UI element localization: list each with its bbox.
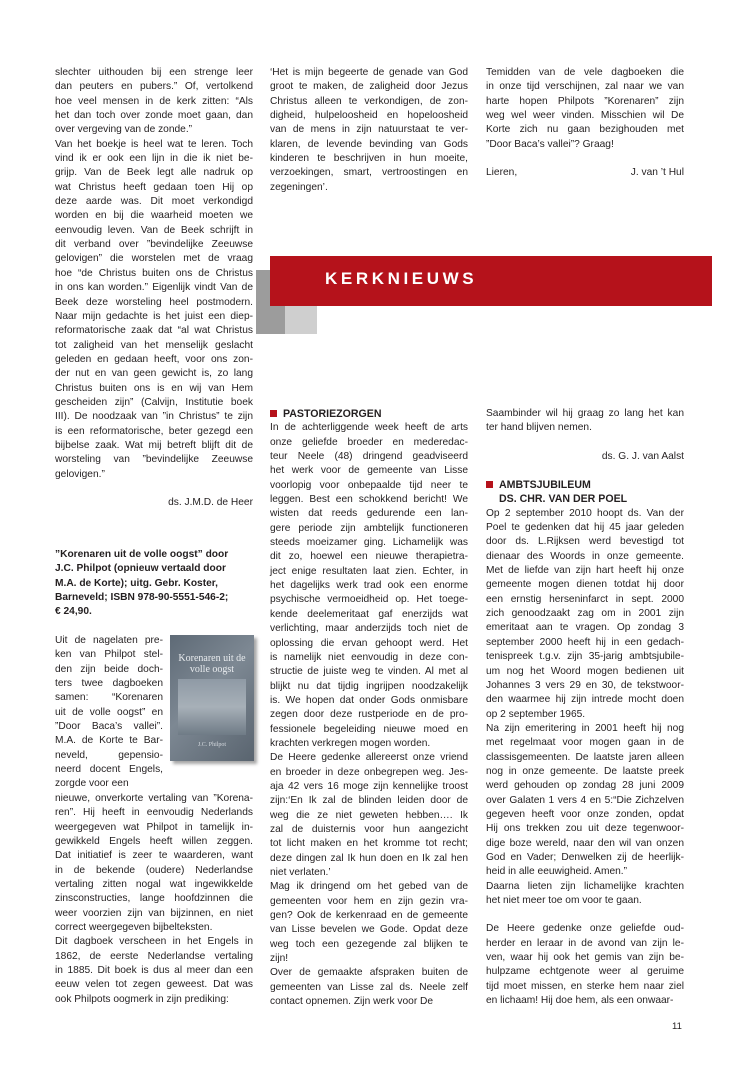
- text-line: dienaar des Woords in onze gemeente.: [486, 550, 684, 562]
- paragraph: [270, 880, 468, 966]
- text-line: structie de juiste weg te vinden. Al met al: [270, 666, 468, 678]
- heading-bullet-icon: [486, 481, 493, 488]
- text-line: een ernstig herseninfarct in sept. 2000: [486, 593, 684, 605]
- paragraph: [270, 966, 468, 1009]
- text-line: harte hopen Philpots ”Korenaren” zijn: [486, 95, 684, 107]
- text-line: zinsconstructies, lange hoofdzinnen die: [55, 893, 253, 905]
- text-line: dit verband over ”bevindelijke Zeeuwse: [55, 239, 253, 251]
- paragraph: [55, 935, 253, 1007]
- text-line: in de bekende (oudere) Nederlandse: [55, 864, 253, 876]
- paragraph: [486, 407, 684, 436]
- text-line: grijp. Van de Beek legt alle nadruk op: [55, 167, 253, 179]
- book-cover-author: J.C. Philpot: [197, 742, 227, 748]
- text-line: hulpzame echtgenote weer al geruime: [486, 966, 684, 978]
- text-line: neerd docent Engels,: [55, 764, 163, 776]
- text-line: ‘Het is mijn begeerte de genade van God: [270, 67, 468, 78]
- paragraph: [55, 138, 253, 482]
- text-line: Van het boekje is heel wat te leren. Toch: [55, 138, 253, 150]
- paragraph: [55, 634, 163, 792]
- text-line: Temidden van de vele dagboeken die: [486, 67, 684, 78]
- column-3-bottom: [486, 407, 684, 1008]
- text-line: tijd moet missen, en sterke hem naar ziel: [486, 980, 684, 992]
- text-line: samen: “Korenaren: [55, 692, 163, 704]
- text-line: eenvoudig leven. Van de Beek schrijft in: [55, 224, 253, 236]
- text-line: hoe “de Christus buiten ons de Christus: [55, 267, 253, 279]
- page-number: 11: [672, 1021, 682, 1032]
- text-line: Mag ik dringend om het gebed van de: [270, 881, 468, 893]
- text-line: Poel te gedenken dat hij 45 jaar geleden: [486, 522, 684, 534]
- text-line: op 2 september 1965.: [486, 708, 586, 720]
- text-line: Hij ons trekken zou uit deze tegenwoor-: [486, 823, 684, 835]
- text-line: weg toch een gezegende zal blijken te: [270, 938, 468, 950]
- text-line: gewikkeld Engels heeft willen zeggen.: [55, 836, 253, 848]
- text-line: fessionele begeleiding nieuwe moed en: [270, 723, 468, 735]
- text-line: in onze tijd verschijnen, zal naar we van: [486, 81, 684, 93]
- text-line: zal de duisternis voor hun aangezicht: [270, 823, 468, 835]
- signature-de-heer: ds. J.M.D. de Heer: [168, 496, 253, 508]
- paragraph: [55, 66, 253, 138]
- text-line: ”Door Baca’s vallei”? Graag!: [486, 138, 614, 150]
- text-line: worden en bij die waarheid moeten we: [55, 210, 253, 222]
- text-line: is een reformatorische, beter gezegd een: [55, 425, 253, 437]
- text-line: in 1885. Dit boek is dus al meer dan een: [55, 965, 253, 977]
- book-cover-illustration: [178, 679, 246, 735]
- text-line: uit de volle oogst” en: [55, 706, 163, 718]
- text-line: ken van Philpot stel-: [55, 649, 163, 661]
- text-line: gelovigen” die worstelen met de vraag: [55, 253, 253, 265]
- text-line: Saambinder wil hij graag zo lang het kan: [486, 408, 684, 419]
- text-line: Beek deze worsteling heel postmodern.: [55, 296, 253, 308]
- text-line: herder en leraar in de avond van zijn le-: [486, 937, 684, 949]
- text-line: den waarmee hij zijn intrede mocht doen: [486, 694, 684, 706]
- text-line: Uit de nagelaten pre-: [55, 635, 163, 646]
- text-line: september 2000 heeft hij in een gedach-: [486, 636, 684, 648]
- signature-van-aalst: ds. G. J. van Aalst: [601, 450, 684, 462]
- text-line: zijn!: [270, 953, 289, 965]
- column-1: [55, 66, 253, 510]
- text-line: In de achterliggende week heeft de arts: [270, 422, 468, 434]
- text-line: en broeder in deze onbegrepen weg. Jes-: [270, 766, 468, 778]
- text-line: geleden en gedaan heeft, voor ons zon-: [55, 353, 253, 365]
- signature-van-t-hul: J. van ’t Hul: [630, 167, 684, 179]
- text-line: leggen. Best een schokkend bericht! We: [270, 494, 468, 506]
- text-line: ”Door Baca’s vallei”.: [55, 721, 163, 733]
- text-line: um nog het Woord mogen bedienen uit: [486, 665, 684, 677]
- text-line: wisten dat reeds gedurende een lan-: [270, 508, 468, 520]
- text-line: aja 42 vers 16 moge zijn kennelijke troost: [270, 780, 468, 792]
- heading-ambtsjubileum: AMBTSJUBILEUM DS. CHR. VAN DER POEL: [486, 478, 684, 507]
- text-line: dan peuters en pubers.” Of, vertolkend: [55, 81, 253, 93]
- text-line: gelovigen.”: [55, 468, 105, 480]
- text-line: met regelmaat voor mogen gaan in de: [486, 737, 684, 749]
- text-line: weg die ze niet geweten hebben…. Ik: [270, 809, 468, 821]
- text-line: door ds. L.Rijksen werd bevestigd tot: [486, 536, 684, 548]
- text-line: tot licht maken en het kromme tot recht;: [270, 838, 468, 850]
- paragraph: [270, 751, 468, 880]
- text-line: klaren, de levende bevinding van Gods: [270, 138, 468, 150]
- text-line: kende deelemeritaat gaf enerzijds wat: [270, 608, 468, 620]
- heading-bullet-icon: [270, 410, 277, 417]
- text-line: contact opnemen. Zijn werk voor De: [270, 996, 434, 1008]
- text-line: reformatorische zaak dat “al wat Christus: [55, 325, 253, 337]
- article-pastoriezorgen: [270, 407, 468, 1009]
- text-line: ”Korenaren uit de volle oogst” door: [55, 549, 229, 560]
- text-line: bijbelse zaak. Wat mij betreft blijft dit de: [55, 439, 253, 451]
- text-line: is namelijk niet eenvoudig in deze con-: [270, 651, 468, 663]
- text-line: eeuw velen tot zegen geweest. Dat was: [55, 979, 253, 991]
- text-line: digheid, hulpeloosheid en hopeloosheid: [270, 110, 468, 122]
- wrapped-text: [55, 634, 163, 792]
- book-reference: [55, 548, 253, 620]
- text-line: gemeenten voor hem en zijn gezin vra-: [270, 895, 468, 907]
- paragraph: [270, 66, 468, 195]
- text-line: weer voorzien zijn van bijzinnen, en niet: [55, 907, 253, 919]
- paragraph-reflection: [55, 138, 253, 482]
- text-line: M.A. de Korte te Bar-: [55, 735, 163, 747]
- text-line: zegen door deze rustperiode en de pro-: [270, 709, 468, 721]
- text-line: ter hand blijven nemen.: [486, 422, 592, 434]
- text-line: gegeven heeft voor onze zonden, opdat: [486, 808, 684, 820]
- text-line: zijn:‘En Ik zal de blinden leiden door de: [270, 795, 468, 807]
- text-line: het dagelijks werk trad ook een enorme: [270, 580, 468, 592]
- text-line: van de mens in zijn natuurstaat te ver-: [270, 124, 468, 136]
- text-line: Christus buiten ons is en wij van Hem: [55, 382, 253, 394]
- text-line: € 24,90.: [55, 606, 92, 618]
- text-line: worsteling van ”bevindelijke Zeeuwse: [55, 454, 253, 466]
- text-line: dit zo, hoewel een nieuwe therapietra-: [270, 551, 468, 563]
- text-line: correct weergegeven bijbelteksten.: [55, 922, 213, 934]
- text-line: weergegeven wat Philpot in tamelijk in-: [55, 821, 253, 833]
- text-line: vertaling zitten nogal wat ingewikkelde: [55, 879, 253, 891]
- text-line: en lichaam! Hij doe hem, als een onwaar-: [486, 995, 674, 1007]
- text-line: Naar mijn gedachte is het juist een diep-: [55, 310, 253, 322]
- heading-pastoriezorgen: PASTORIEZORGEN: [270, 407, 468, 421]
- column-3-top: [486, 66, 684, 180]
- text-line: De Heere gedenke allereerst onze vriend: [270, 752, 468, 764]
- paragraph: [486, 722, 684, 880]
- paragraph: [55, 792, 253, 935]
- text-line: III). De noodzaak van ”in Christus” te zijn: [55, 411, 253, 423]
- text-line: ters twee dagboeken: [55, 678, 163, 690]
- text-line: verlichting, maar anderzijds toch niet de: [270, 623, 468, 635]
- text-line: gemeente mogen dienen totdat hij door: [486, 579, 684, 591]
- paragraph: [486, 880, 684, 909]
- text-line: teur Neele (48) dringend geadviseerd: [270, 451, 468, 463]
- text-line: den zijn beide doch-: [55, 663, 163, 675]
- text-line: het niet meer toe om voor te gaan.: [486, 895, 642, 906]
- text-line: Korte zich nu gaan bezighouden met: [486, 124, 684, 136]
- paragraph: [270, 421, 468, 751]
- text-line: kinderen te beschrijven in hun moeite,: [270, 153, 468, 165]
- text-line: werd gehouden op zondag 28 juni 2009: [486, 780, 684, 792]
- text-line: M.A. de Korte); uitg. Gebr. Koster,: [55, 577, 219, 589]
- text-line: der nut en van geen gewicht is, zo lang: [55, 368, 253, 380]
- text-line: tenispreek t.g.v. zijn 35-jarig ambtsjubile-: [486, 651, 684, 663]
- text-line: steeds moeizamer ging. Lichamelijk was: [270, 537, 468, 549]
- text-line: Barneveld; ISBN 978-90-5551-546-2;: [55, 592, 229, 604]
- text-line: zorgde voor een: [55, 778, 129, 790]
- text-line: neveld, gepensio-: [55, 749, 163, 761]
- text-line: Dit dagboek verscheen in het Engels in: [55, 936, 253, 948]
- text-line: hoe veel mensen in de kerk zitten: “Als: [55, 95, 253, 107]
- text-line: ook Philpots oogmerk in zijn prediking:: [55, 993, 229, 1005]
- text-line: J.C. Philpot (opnieuw vertaald door: [55, 563, 226, 575]
- paragraph: [486, 66, 684, 152]
- text-line: dige boze wereld, naar den wil van onzen: [486, 837, 684, 849]
- text-line: niet verlaten.’: [270, 867, 331, 878]
- book-review-text: [55, 792, 253, 1007]
- text-line: classisgemeenten. De laatste jaren alleen: [486, 751, 684, 763]
- text-line: zich genoodzaakt zag om in 2001 zijn: [486, 608, 684, 620]
- text-line: deze aarde was. Dit moet verkondigd: [55, 196, 253, 208]
- text-line: God en Vader; Denwelken zij de heerlijk-: [486, 851, 684, 863]
- text-line: De Heere gedenke onze geliefde oud-: [486, 923, 684, 935]
- paragraph: [486, 507, 684, 722]
- text-line: psychische vermoeidheid op. Het toege-: [270, 594, 468, 606]
- text-line: ven, waar hij ook het gemis van zijn be-: [486, 952, 684, 964]
- text-line: onze geliefde broeder en mederedac-: [270, 436, 468, 448]
- text-line: Johannes 3 vers 29 en 30, de tekstwoor-: [486, 679, 684, 691]
- book-cover-image: [170, 635, 254, 761]
- text-line: wat Christus heeft gedaan toen Hij op: [55, 181, 253, 193]
- text-line: voorlopig voor onbepaalde tijd neer te: [270, 479, 468, 491]
- closing-place: Lieren,: [486, 167, 518, 179]
- text-line: Dat initiatief is zeer te waarderen, want: [55, 850, 253, 862]
- paragraph: [486, 922, 684, 1008]
- text-line: ren”. Hij heeft in eenvoudig Nederlands: [55, 807, 253, 819]
- text-line: het werk voor de gemeente van Lisse: [270, 465, 468, 477]
- text-line: het dan toch over zonde moet gaan, dan: [55, 110, 253, 122]
- section-title: KERKNIEUWS: [325, 269, 478, 288]
- philpot-quote: [270, 66, 468, 195]
- text-line: gemeenten van Lisse zal ds. Neele zelf: [270, 981, 468, 993]
- closing: [486, 166, 684, 180]
- text-line: over vergeving van de zonde.”: [55, 124, 193, 136]
- text-line: heid in alle eeuwigheid. Amen.”: [486, 866, 628, 878]
- text-line: zegeningen’.: [270, 181, 328, 193]
- text-line: Na zijn emeritering in 2001 heeft hij nog: [486, 722, 684, 734]
- text-line: blijkt nu dat tijdig ingrijpen noodzakelijk: [270, 680, 468, 692]
- text-line: deze dingen zal Ik hun doen en Ik zal hen: [270, 852, 468, 864]
- text-line: groot te maken, de zaligheid door Jezus: [270, 81, 468, 93]
- text-line: weg wel weer vinden. Misschien wil De: [486, 110, 684, 122]
- text-line: 1862, de eerste Nederlandse vertaling: [55, 950, 253, 962]
- text-line: verzoekingen, smart, vertroostingen en: [270, 167, 468, 179]
- text-line: Christus alleen te verkondigen, de zon-: [270, 95, 468, 107]
- text-line: krachten verkregen mogen worden.: [270, 737, 431, 749]
- text-line: Met de liefde van zijn hart heeft hij onze: [486, 565, 684, 577]
- text-line: Op 2 september 2010 hoopt ds. Van der: [486, 507, 684, 519]
- text-line: over Galaten 1 vers 4 en 5:“Die Zichzelven: [486, 794, 684, 806]
- text-line: in ons kan worden.” Eigenlijk vindt Van de: [55, 282, 253, 294]
- paragraph-intro: [55, 66, 253, 138]
- text-line: tot zaligheid van het menselijk geslacht: [55, 339, 253, 351]
- text-line: ject enige resultaten laat zien. Echter, in: [270, 565, 468, 577]
- book-cover-title: Korenaren uit de volle oogst: [178, 653, 246, 675]
- text-line: van Lisse bevelen we Gode. Opdat deze: [270, 924, 468, 936]
- text-line: emeritaat aan te vragen. Op zondag 3: [486, 622, 684, 634]
- text-line: Over de gemaakte afspraken buiten de: [270, 967, 468, 979]
- text-line: nieuwe, onverkorte vertaling van ”Korena-: [55, 793, 253, 804]
- text-line: is. We hopen dat onder Gods onmisbare: [270, 694, 468, 706]
- paragraph: [55, 548, 253, 620]
- text-line: slechter uithouden bij een strenge leer: [55, 67, 253, 78]
- text-line: gere periode zijn ambtelijk functioneren: [270, 522, 468, 534]
- text-line: vind ik er ook een lijn in die ik niet be-: [55, 153, 253, 165]
- text-line: gescheiden zijn” (Calvijn, Institutie boek: [55, 396, 253, 408]
- text-line: gen? Ook de kerkenraad en de gemeente: [270, 910, 468, 922]
- text-line: Daarna lieten zijn lichamelijke krachten: [486, 880, 684, 892]
- text-line: oplossing die ervan gehoopt werd. Het: [270, 637, 468, 649]
- text-line: nog in onze gemeente. De laatste preek: [486, 765, 684, 777]
